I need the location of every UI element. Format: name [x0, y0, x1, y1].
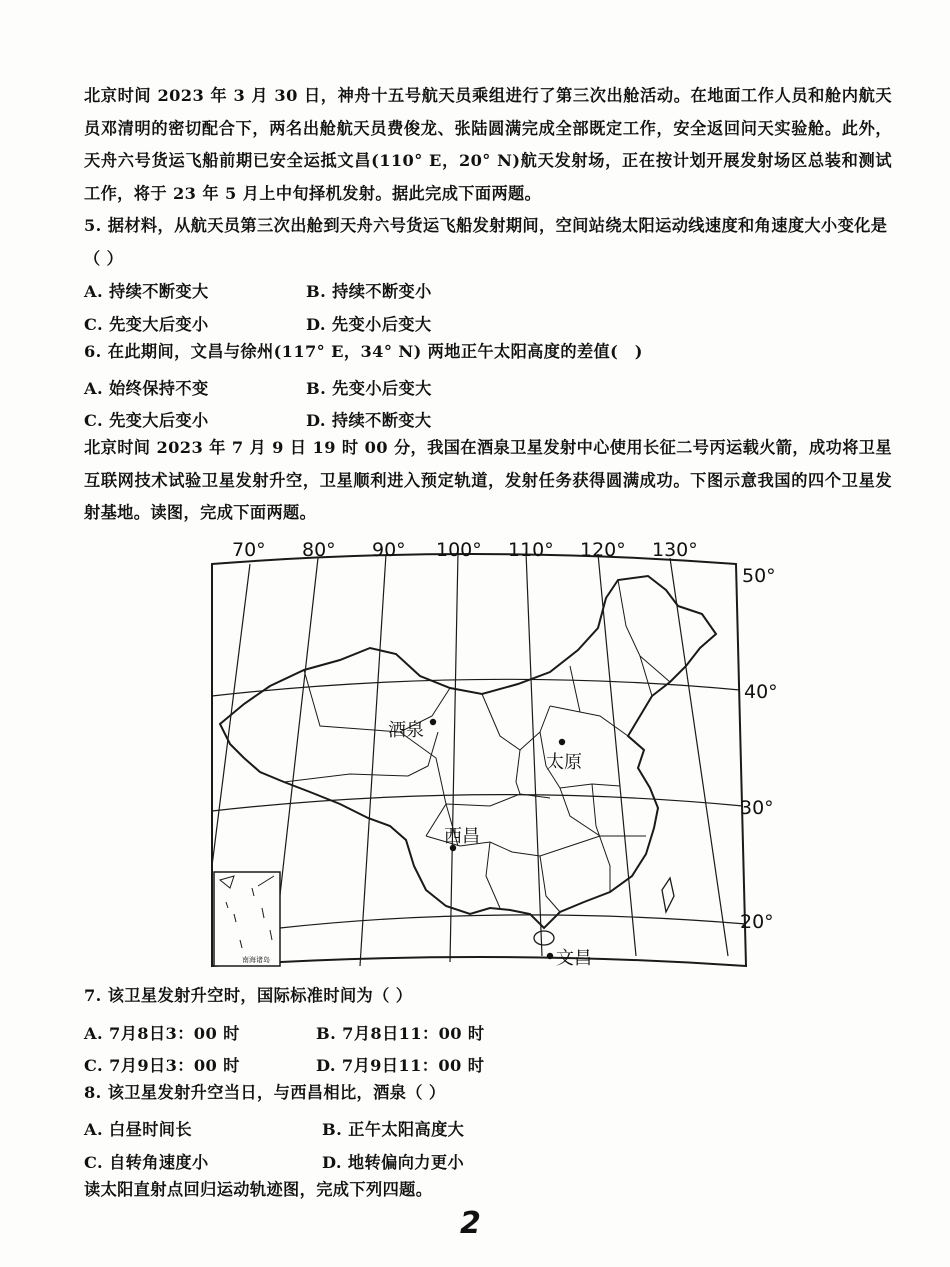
province-boundaries [284, 580, 670, 912]
parallel-20 [280, 915, 746, 928]
wenchang-label: 文昌 [556, 948, 592, 969]
inset-label: 南海诸岛 [242, 956, 270, 964]
xichang-label: 西昌 [444, 826, 480, 847]
q6-option-a[interactable]: A. 始终保持不变 [84, 379, 209, 398]
jiuquan-label: 酒泉 [388, 720, 424, 741]
q5-option-b[interactable]: B. 持续不断变小 [306, 282, 432, 301]
q8-option-d[interactable]: D. 地转偏向力更小 [322, 1153, 465, 1172]
meridian-110 [526, 552, 542, 956]
meridian-90 [360, 554, 386, 966]
q6-option-b[interactable]: B. 先变小后变大 [306, 379, 432, 398]
q7-option-d[interactable]: D. 7月9日11：00 时 [316, 1056, 485, 1075]
parallel-30 [212, 795, 743, 811]
taiwan-outline [662, 878, 674, 912]
lat-label-20: 20° [740, 911, 774, 933]
q8-option-a[interactable]: A. 白昼时间长 [84, 1120, 192, 1139]
south-china-sea-inset [214, 872, 280, 966]
lon-label-90: 90° [372, 539, 406, 561]
passage-launch: 北京时间 2023 年 7 月 9 日 19 时 00 分，我国在酒泉卫星发射中心使用长征二号丙运载火箭，成功将卫星互联网技术试验卫星发射升空，卫星顺利进入预定轨道，发射任务获得圆满成功。下图示意我国的四个卫星发射基地。读图，完成下面两题。 [84, 438, 892, 523]
meridian-120 [598, 554, 636, 956]
lat-label-40: 40° [744, 681, 778, 703]
lat-label-30: 30° [740, 797, 774, 819]
jiuquan-marker [430, 719, 436, 725]
question-6: 6. 在此期间，文昌与徐州(117° E，34° N) 两地正午太阳高度的差值( ) [84, 342, 643, 361]
q6-option-c[interactable]: C. 先变大后变小 [84, 411, 209, 430]
q7-option-a[interactable]: A. 7月8日3：00 时 [84, 1024, 240, 1043]
q7-option-c[interactable]: C. 7月9日3：00 时 [84, 1056, 240, 1075]
meridian-100 [450, 552, 458, 962]
closing-instruction: 读太阳直射点回归运动轨迹图，完成下列四题。 [84, 1180, 433, 1199]
q8-option-b[interactable]: B. 正午太阳高度大 [322, 1120, 465, 1139]
map-svg [200, 536, 780, 972]
page-number: 2 [460, 1206, 481, 1241]
question-5: 5. 据材料，从航天员第三次出舱到天舟六号货运飞船发射期间，空间站绕太阳运动线速度和角速度大小变化是（ ） [84, 216, 888, 268]
lon-label-70: 70° [232, 539, 266, 561]
question-8: 8. 该卫星发射升空当日，与西昌相比，酒泉（ ） [84, 1083, 446, 1102]
wenchang-marker [547, 953, 553, 959]
q7-option-b[interactable]: B. 7月8日11：00 时 [316, 1024, 485, 1043]
q6-option-d[interactable]: D. 持续不断变大 [306, 411, 432, 430]
q5-option-a[interactable]: A. 持续不断变大 [84, 282, 209, 301]
lon-label-80: 80° [302, 539, 336, 561]
taiyuan-marker [559, 739, 565, 745]
q5-option-d[interactable]: D. 先变小后变大 [306, 315, 432, 334]
q5-option-c[interactable]: C. 先变大后变小 [84, 315, 209, 334]
q8-option-c[interactable]: C. 自转角速度小 [84, 1153, 209, 1172]
lon-label-120: 120° [580, 539, 626, 561]
china-launch-sites-map [200, 536, 780, 972]
lon-label-130: 130° [652, 539, 698, 561]
lat-label-50: 50° [742, 565, 776, 587]
hainan-outline [534, 931, 554, 945]
china-outline [220, 576, 716, 928]
taiyuan-label: 太原 [546, 752, 582, 773]
lon-label-110: 110° [508, 539, 554, 561]
lon-label-100: 100° [436, 539, 482, 561]
passage-shenzhou: 北京时间 2023 年 3 月 30 日，神舟十五号航天员乘组进行了第三次出舱活动。在地面工作人员和舱内航天员邓清明的密切配合下，两名出舱航天员费俊龙、张陆圆满完成全部既定工作，安全返回问天实验舱。此外，天舟六号货运飞船前期已安全运抵文昌(110° E，20° N)航天发射场，正在按计划开展发射场区总装和测试工作，将于 23 年 5 月上中旬择机发射。据此完成下面两题。 [84, 86, 892, 203]
meridian-130 [670, 558, 728, 956]
parallels [212, 679, 746, 928]
meridians [212, 552, 728, 966]
map-frame [212, 554, 746, 966]
question-7: 7. 该卫星发射升空时，国际标准时间为（ ） [84, 986, 413, 1005]
